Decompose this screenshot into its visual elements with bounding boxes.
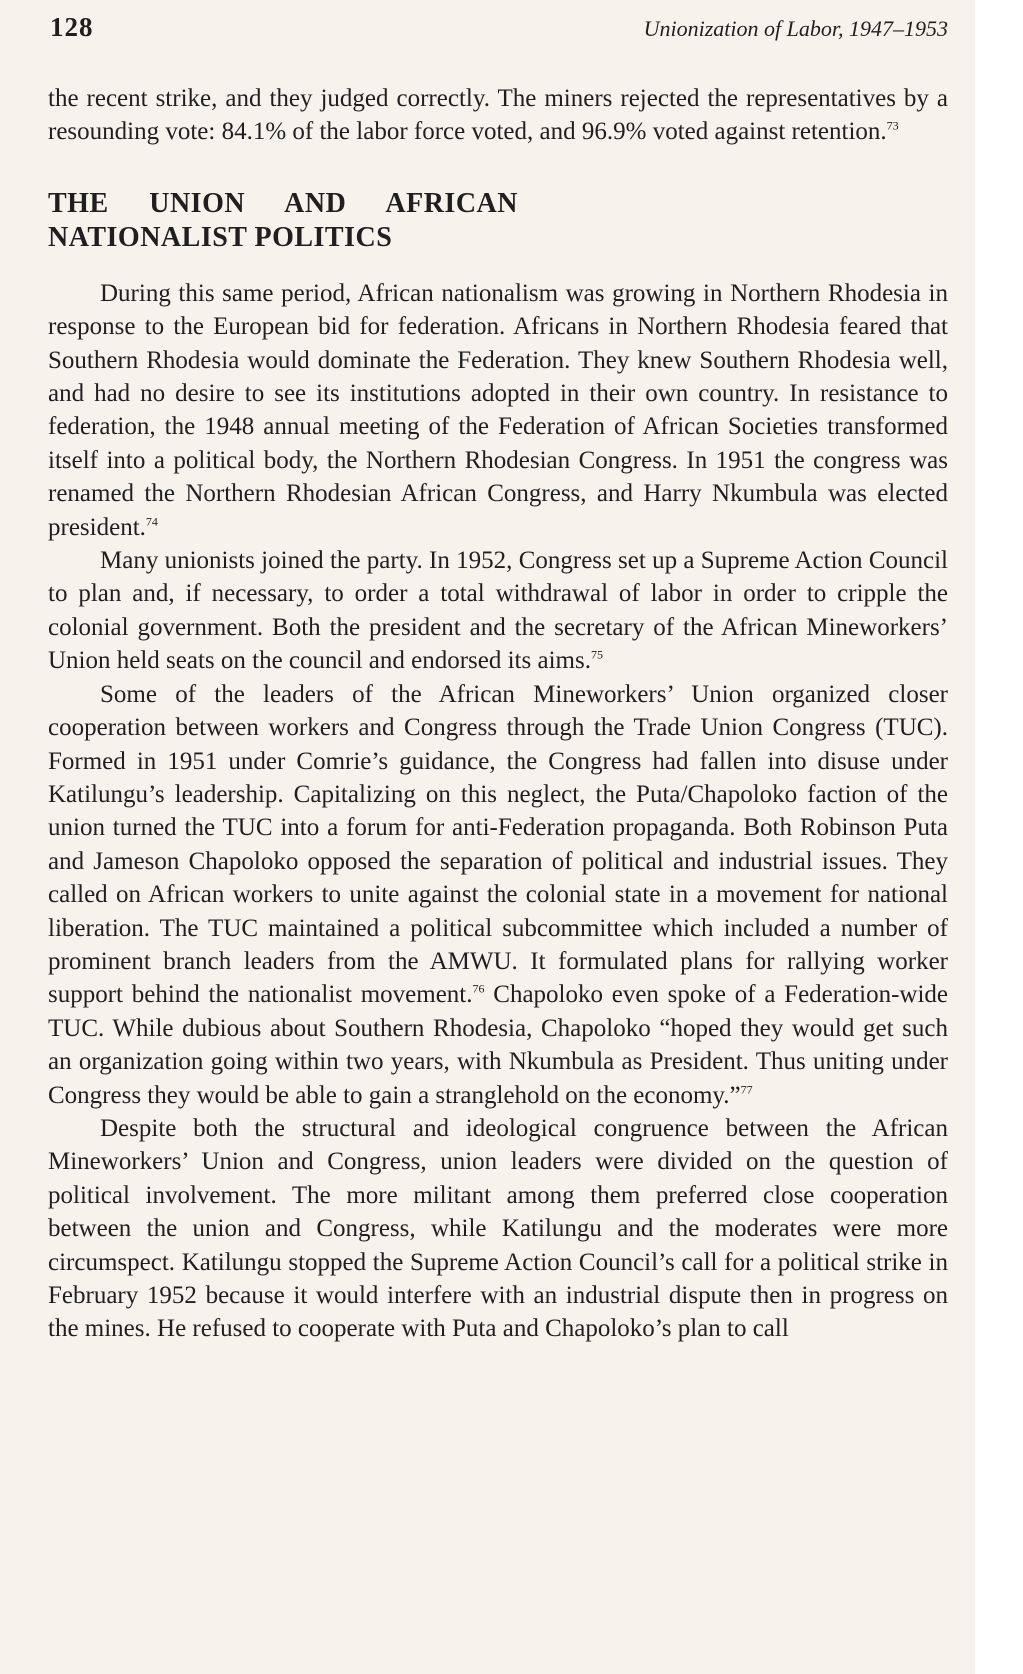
paragraph-text: Despite both the structural and ideological congruence between the African Mineworkers’ Union and Congress, union leaders were divided on the question of political involvement. The more militant among them preferred close cooperation between the union and Congress, while Katilungu and the moderates were more circumspect. Katilungu stopped the Supreme Action Council’s call for a political strike in February 1952 because it would interfere with an industrial dispute then in progress on the mines. He refused to cooperate with Puta and Chapoloko’s plan to call [48, 1114, 948, 1343]
footnote-ref-75: 75 [590, 647, 603, 662]
footnote-ref-76: 76 [472, 982, 485, 997]
paragraph-unionists [48, 544, 948, 678]
paragraph-text: Chapoloko even spoke of a Federation-wide TUC. While dubious about Southern Rhodesia, Chapoloko “hoped they would get such an organization going within two years, with Nkumbula as President. Thus uniting under Congress they would be able to gain a stranglehold on the economy.” [48, 981, 948, 1109]
footnote-ref-73: 73 [886, 119, 899, 134]
page-body [48, 82, 948, 1346]
footnote-ref-77: 77 [740, 1082, 753, 1097]
paragraph-text: During this same period, African nationalism was growing in Northern Rhodesia in response to the European bid for federation. Africans in Northern Rhodesia feared that Southern Rhodesia would dominate the Federation. They knew Southern Rhodesia well, and had no desire to see its institutions adopted in their own country. In resistance to federation, the 1948 annual meeting of the Federation of African Societies transformed itself into a political body, the Northern Rhodesian Congress. In 1951 the congress was renamed the Northern Rhodesian African Congress, and Harry Nkumbula was elected president. [48, 279, 948, 541]
intro-paragraph [48, 82, 948, 149]
running-title: Unionization of Labor, 1947–1953 [643, 16, 948, 41]
paragraph-text: Many unionists joined the party. In 1952, Congress set up a Supreme Action Council to plan and, if necessary, to order a total withdrawal of labor in order to cripple the colonial government. Both the president and the secretary of the African Mineworkers’ Union held seats on the council and endorsed its aims. [48, 547, 948, 675]
paragraph-tuc [48, 678, 948, 1112]
paragraph-nationalism [48, 277, 948, 544]
section-heading: THE UNION AND AFRICAN NATIONALIST POLITICS [48, 187, 518, 253]
running-header [50, 12, 948, 52]
page-margin-edge [975, 0, 1023, 1674]
footnote-ref-74: 74 [145, 514, 158, 529]
intro-text: the recent strike, and they judged correctly. The miners rejected the representatives by a resounding vote: 84.1% of the labor force voted, and 96.9% voted against retention. [48, 85, 948, 146]
paragraph-text: Some of the leaders of the African Mineworkers’ Union organized closer cooperation between workers and Congress through the Trade Union Congress (TUC). Formed in 1951 under Comrie’s guidance, the Congress had fallen into disuse under Katilungu’s leadership. Capitalizing on this neglect, the Puta/Chapoloko faction of the union turned the TUC into a forum for anti-Federation propaganda. Both Robinson Puta and Jameson Chapoloko opposed the separation of political and industrial issues. They called on African workers to unite against the colonial state in a movement for national liberation. The TUC maintained a political subcommittee which included a number of prominent branch leaders from the AMWU. It formulated plans for rallying worker support behind the nationalist movement. [48, 680, 948, 1009]
paragraph-divisions [48, 1112, 948, 1346]
page-number: 128 [50, 12, 94, 42]
